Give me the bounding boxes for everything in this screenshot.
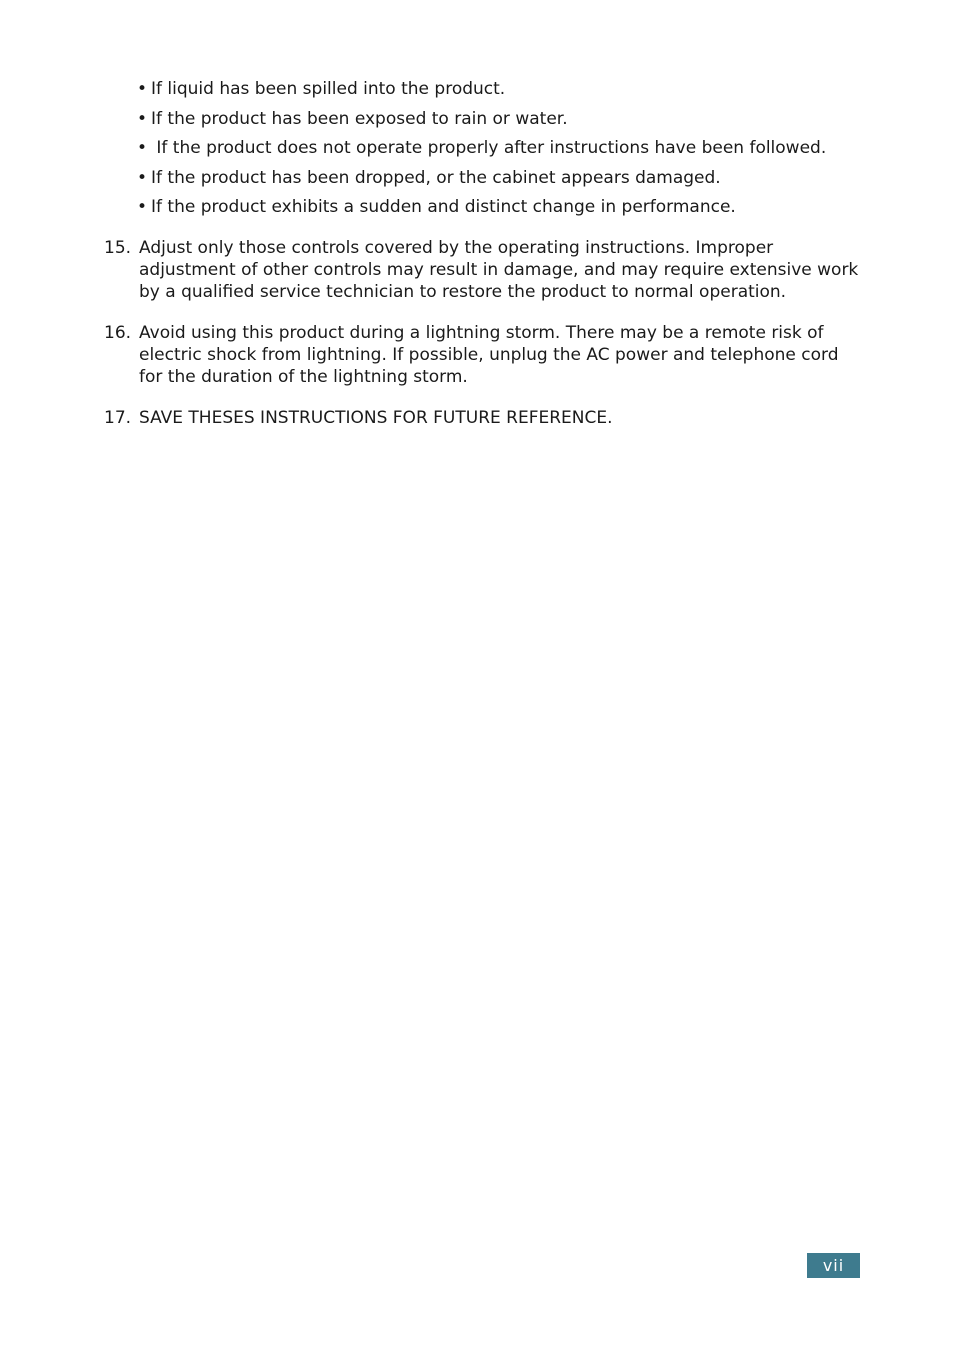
bullet-text: If the product has been dropped, or the cabinet appears damaged.: [151, 167, 721, 188]
item-text: Adjust only those controls covered by the operating instructions. Improper adjustment of other controls may result in damage, and may require extensive work by a qualified service technician to restore the product to normal operation.: [139, 238, 859, 302]
bullet-icon: •: [137, 79, 148, 99]
bullet-text: If liquid has been spilled into the product.: [151, 79, 506, 99]
bullet-item: [137, 167, 826, 189]
item-text: SAVE THESES INSTRUCTIONS FOR FUTURE REFERENCE.: [139, 408, 613, 428]
bullet-icon: •: [137, 108, 148, 129]
list-item: [104, 237, 859, 303]
bullet-text: If the product exhibits a sudden and distinct change in performance.: [151, 197, 736, 217]
list-item: [104, 322, 859, 388]
list-item: [104, 407, 859, 429]
bullet-item: [137, 137, 826, 159]
bullet-item: [137, 108, 826, 130]
item-number: 17.: [104, 408, 132, 428]
bullet-item: [137, 78, 826, 100]
bullet-text: If the product does not operate properly after instructions have been followed.: [151, 138, 827, 158]
item-number: 15.: [104, 238, 132, 258]
item-text: Avoid using this product during a lightning storm. There may be a remote risk of electric shock from lightning. If possible, unplug the AC power and telephone cord for the duration of the lightning storm.: [139, 323, 839, 387]
bullet-item: [137, 196, 826, 218]
page-number-badge: vii: [807, 1253, 860, 1278]
bullet-text: If the product has been exposed to rain or water.: [151, 108, 568, 129]
item-number: 16.: [104, 323, 132, 343]
bullet-icon: •: [137, 167, 148, 188]
safety-instruction-list: [104, 237, 859, 448]
condition-bullet-list: [137, 78, 826, 226]
bullet-icon: •: [137, 138, 148, 158]
bullet-icon: •: [137, 197, 148, 217]
